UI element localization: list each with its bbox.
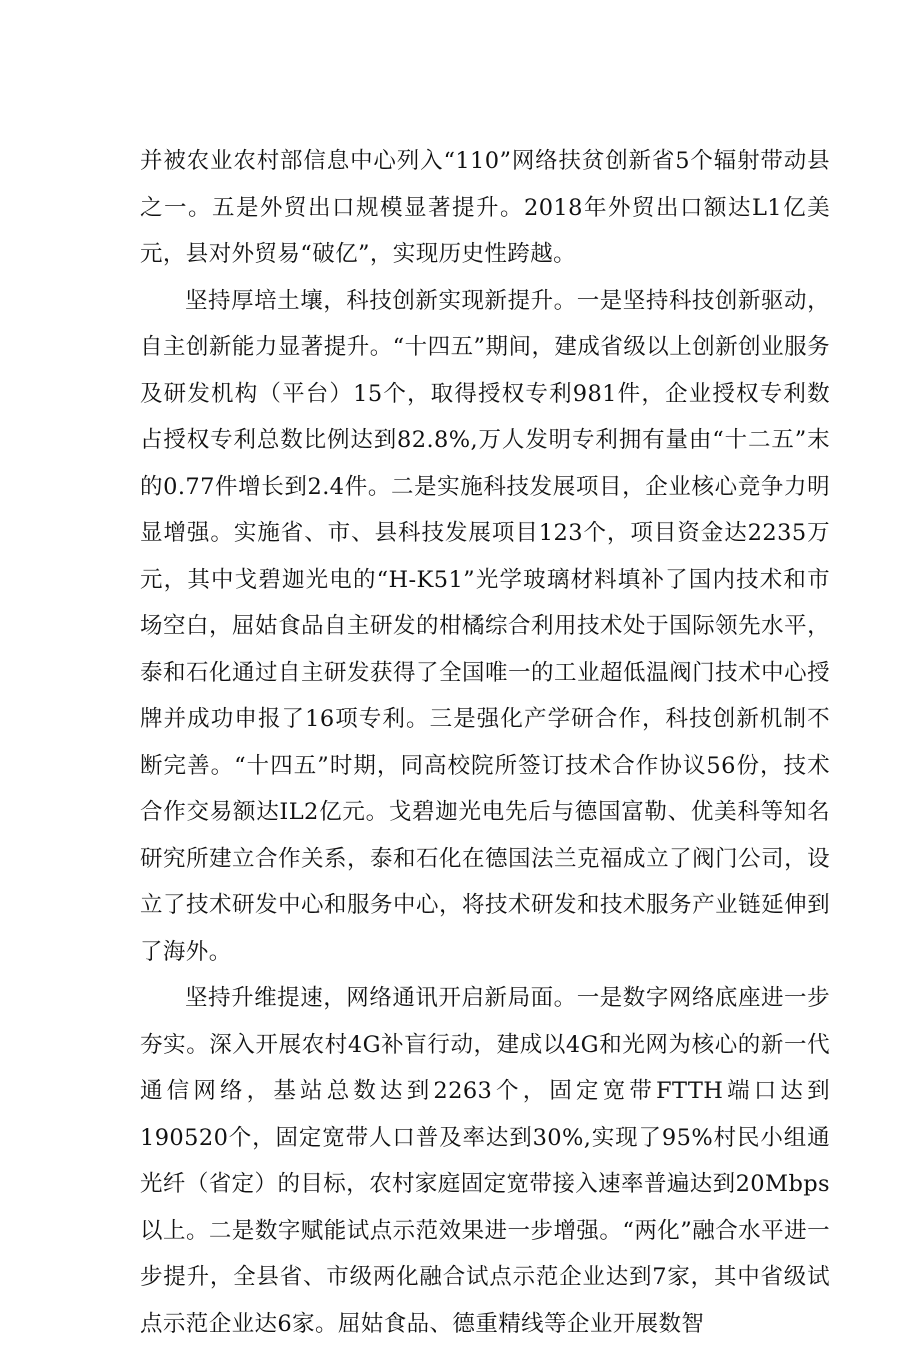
document-body: [140, 138, 830, 1347]
paragraph-1: 并被农业农村部信息中心列入“110”网络扶贫创新省5个辐射带动县之一。五是外贸出口规模显著提升。2018年外贸出口额达L1亿美元，县对外贸易“破亿”，实现历史性跨越。: [140, 148, 830, 267]
paragraph-3: 坚持升维提速，网络通讯开启新局面。一是数字网络底座进一步夯实。深入开展农村4G补盲行动，建成以4G和光网为核心的新一代通信网络，基站总数达到2263个，固定宽带FTTH端口达到190520个，固定宽带人口普及率达到30%,实现了95%村民小组通光纤（省定）的目标，农村家庭固定宽带接入速率普遍达到20Mbps以上。二是数字赋能试点示范效果进一步增强。“两化”融合水平进一步提升，全县省、市级两化融合试点示范企业达到7家，其中省级试点示范企业达6家。屈姑食品、德重精线等企业开展数智: [140, 985, 830, 1337]
paragraph-2: 坚持厚培土壤，科技创新实现新提升。一是坚持科技创新驱动，自主创新能力显著提升。“十四五”期间，建成省级以上创新创业服务及研发机构（平台）15个，取得授权专利981件，企业授权专利数占授权专利总数比例达到82.8%,万人发明专利拥有量由“十二五”末的0.77件增长到2.4件。二是实施科技发展项目，企业核心竞争力明显增强。实施省、市、县科技发展项目123个，项目资金达2235万元，其中戈碧迦光电的“H-K51”光学玻璃材料填补了国内技术和市场空白，屈姑食品自主研发的柑橘综合利用技术处于国际领先水平，泰和石化通过自主研发获得了全国唯一的工业超低温阀门技术中心授牌并成功申报了16项专利。三是强化产学研合作，科技创新机制不断完善。“十四五”时期，同高校院所签订技术合作协议56份，技术合作交易额达IL2亿元。戈碧迦光电先后与德国富勒、优美科等知名研究所建立合作关系，泰和石化在德国法兰克福成立了阀门公司，设立了技术研发中心和服务中心，将技术研发和技术服务产业链延伸到了海外。: [140, 287, 830, 965]
